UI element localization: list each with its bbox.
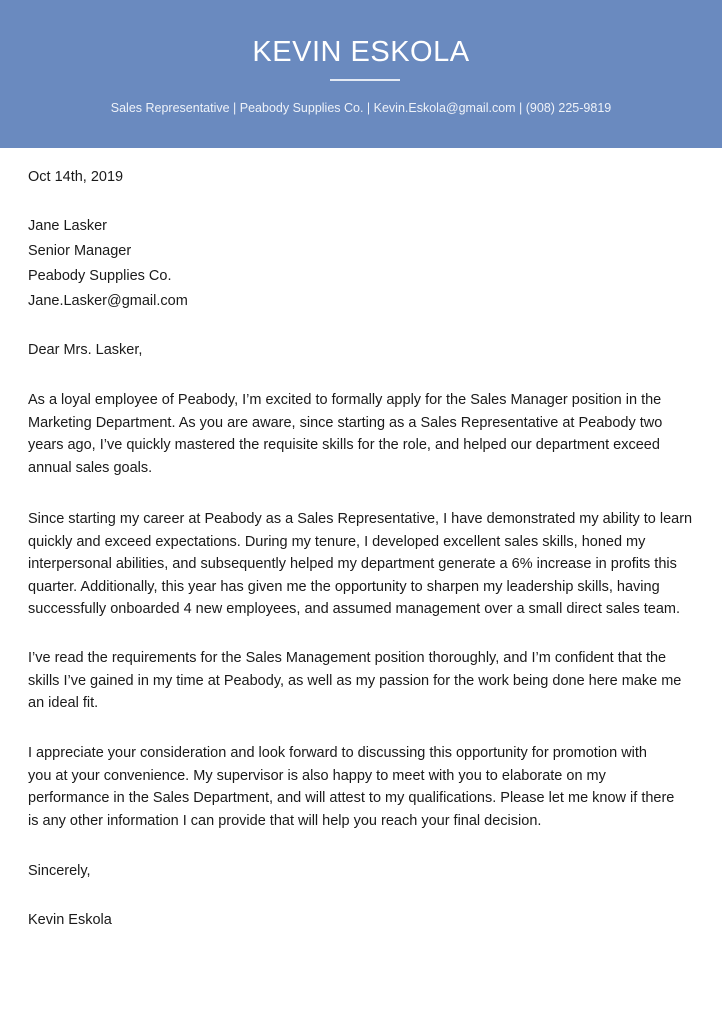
paragraph-3: [28, 647, 681, 715]
text-line: As a loyal employee of Peabody, I’m excited to formally apply for the Sales Manager position in the: [28, 392, 662, 408]
recipient-title: Senior Manager: [28, 243, 132, 259]
letter-header: [0, 0, 722, 148]
text-line: annual sales goals.: [28, 459, 153, 476]
text-line: years ago, I’ve quickly mastered the requisite skills for the role, and helped our department exceed: [28, 437, 660, 453]
text-line: performance in the Sales Department, and will attest to my qualifications. Please let me know if there: [28, 790, 675, 806]
sender-name: KEVIN ESKOLA: [252, 36, 470, 68]
text-line: I’ve read the requirements for the Sales Management position thoroughly, and I’m confident that the: [28, 650, 667, 666]
recipient-block: [28, 214, 188, 314]
text-line: is any other information I can provide that will help you reach your final decision.: [28, 812, 542, 829]
text-line: I appreciate your consideration and look forward to discussing this opportunity for promotion with: [28, 745, 647, 761]
text-line: quarter. Additionally, this year has given me the opportunity to sharpen my leadership skills, having: [28, 578, 660, 595]
text-line: skills I’ve gained in my time at Peabody, as well as my passion for the work being done here make me: [28, 672, 682, 689]
paragraph-4: [28, 742, 674, 832]
paragraph-1: [28, 389, 662, 479]
paragraph-2: [28, 508, 692, 621]
salutation: Dear Mrs. Lasker,: [28, 342, 143, 358]
signature: Kevin Eskola: [28, 912, 112, 928]
text-line: Since starting my career at Peabody as a Sales Representative, I have demonstrated my ability to learn: [28, 511, 693, 527]
recipient-company: Peabody Supplies Co.: [28, 268, 172, 284]
text-line: an ideal fit.: [28, 695, 99, 711]
recipient-email: Jane.Lasker@gmail.com: [28, 293, 188, 309]
recipient-name: Jane Lasker: [28, 218, 107, 234]
header-divider: [330, 79, 400, 81]
text-line: you at your convenience. My supervisor is also happy to meet with you to elaborate on my: [28, 767, 606, 784]
text-line: successfully onboarded 4 new employees, and assumed management over a small direct sales team.: [28, 601, 681, 617]
text-line: interpersonal abilities, and subsequently helped my department generate a 6% increase in profits this: [28, 556, 677, 572]
sender-contact: Sales Representative | Peabody Supplies Co. | Kevin.Eskola@gmail.com | (908) 225-9819: [110, 101, 612, 115]
closing: Sincerely,: [28, 863, 91, 879]
text-line: Marketing Department. As you are aware, since starting as a Sales Representative at Peabody two: [28, 414, 663, 431]
letter-date: Oct 14th, 2019: [28, 169, 124, 185]
text-line: quickly and exceed expectations. During my tenure, I developed excellent sales skills, honed my: [28, 533, 646, 550]
